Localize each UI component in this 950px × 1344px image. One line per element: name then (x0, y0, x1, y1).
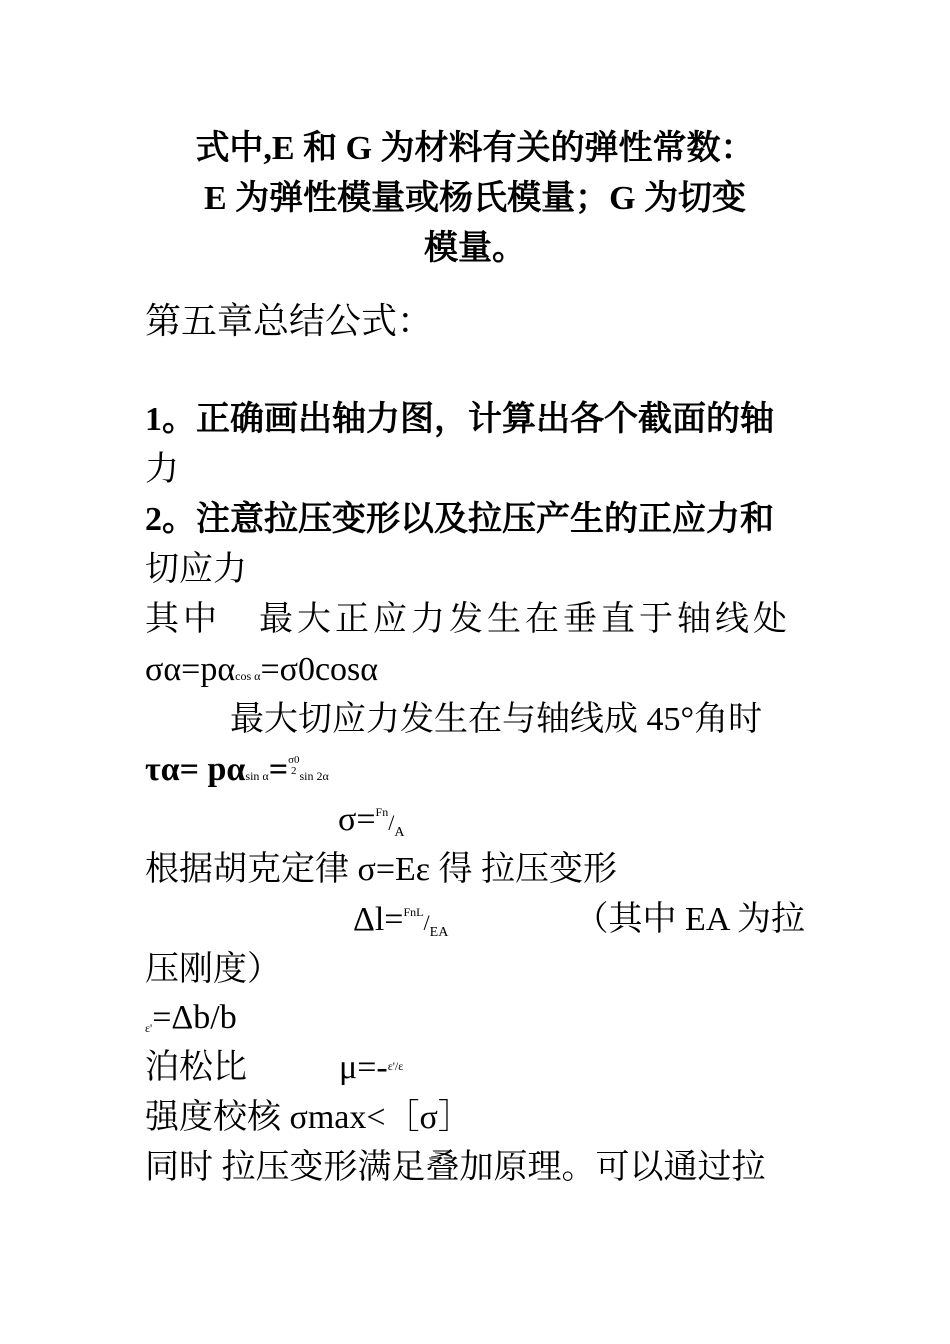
strength-check-line: 强度校核 σmax<［σ］ (145, 1099, 472, 1136)
formula-delta-l-denominator: EA (429, 925, 449, 940)
formula-sigma-alpha (145, 647, 805, 693)
formula-delta-l-slash: / (423, 910, 430, 935)
item-2-line-1: 2。注意拉压变形以及拉压产生的正应力和 (145, 501, 774, 538)
intro-line-1: 式中,E 和 G 为材料有关的弹性常数： (195, 130, 755, 167)
formula-sigma-alpha-rhs: =σ0cosα (260, 651, 379, 688)
formula-tau-alpha-lhs: τα= pα (145, 751, 246, 788)
formula-sigma-denominator: A (394, 825, 405, 840)
item-1-line-1: 1。正确画出轴力图，计算出各个截面的轴 (145, 401, 774, 438)
chapter-heading: 第五章总结公式： (145, 301, 434, 341)
hooke-law-line: 根据胡克定律 σ=Eε 得 拉压变形 (145, 851, 618, 888)
formula-delta-l (145, 897, 805, 946)
formula-sigma-alpha-lhs: σα=pα (145, 651, 236, 688)
formula-delta-l-note: （其中 EA 为拉 (574, 901, 805, 938)
stiffness-line: 压刚度） (145, 951, 281, 988)
formula-tau-alpha-tail: sin 2α (299, 769, 329, 783)
formula-tau-alpha-sin: sin α (245, 769, 269, 783)
formula-sigma-numerator: Fn (375, 805, 389, 819)
formula-strain-symbol: ε' (145, 1021, 153, 1035)
poisson-label: 泊松比 (145, 1049, 247, 1086)
item-1-line-2: 力 (145, 451, 179, 488)
formula-tau-alpha-eq: = (268, 751, 289, 788)
formula-strain-rhs: =Δb/b (152, 999, 237, 1036)
item-2-line-2: 切应力 (145, 551, 247, 588)
formula-tau-alpha (145, 747, 805, 793)
poisson-mu: μ=- (339, 1049, 388, 1086)
fraction-denominator: 2 (291, 765, 297, 777)
max-shear-stress-text: 最大切应力发生在与轴线成 45°角时 (230, 701, 763, 738)
formula-sigma-alpha-cos: cos α (235, 669, 261, 683)
intro-line-2: E 为弹性模量或杨氏模量；G 为切变 (203, 180, 747, 217)
poisson-ratio-fraction: ε'/ε (387, 1059, 404, 1073)
intro-line-3: 模量。 (424, 230, 526, 267)
formula-sigma-lhs: σ= (338, 801, 376, 838)
poisson-ratio-line (145, 1045, 805, 1091)
max-normal-stress-text: 其中 最大正应力发生在垂直于轴线处 (145, 601, 791, 638)
formula-delta-l-lhs: Δl= (353, 901, 404, 938)
formula-delta-l-numerator: FnL (403, 905, 424, 919)
superposition-line: 同时 拉压变形满足叠加原理。可以通过拉 (145, 1149, 766, 1186)
formula-tau-alpha-fraction (288, 755, 299, 777)
formula-strain (145, 995, 805, 1041)
formula-sigma-slash: / (388, 810, 395, 835)
fraction-numerator: σ0 (288, 754, 300, 766)
formula-sigma (145, 797, 805, 846)
